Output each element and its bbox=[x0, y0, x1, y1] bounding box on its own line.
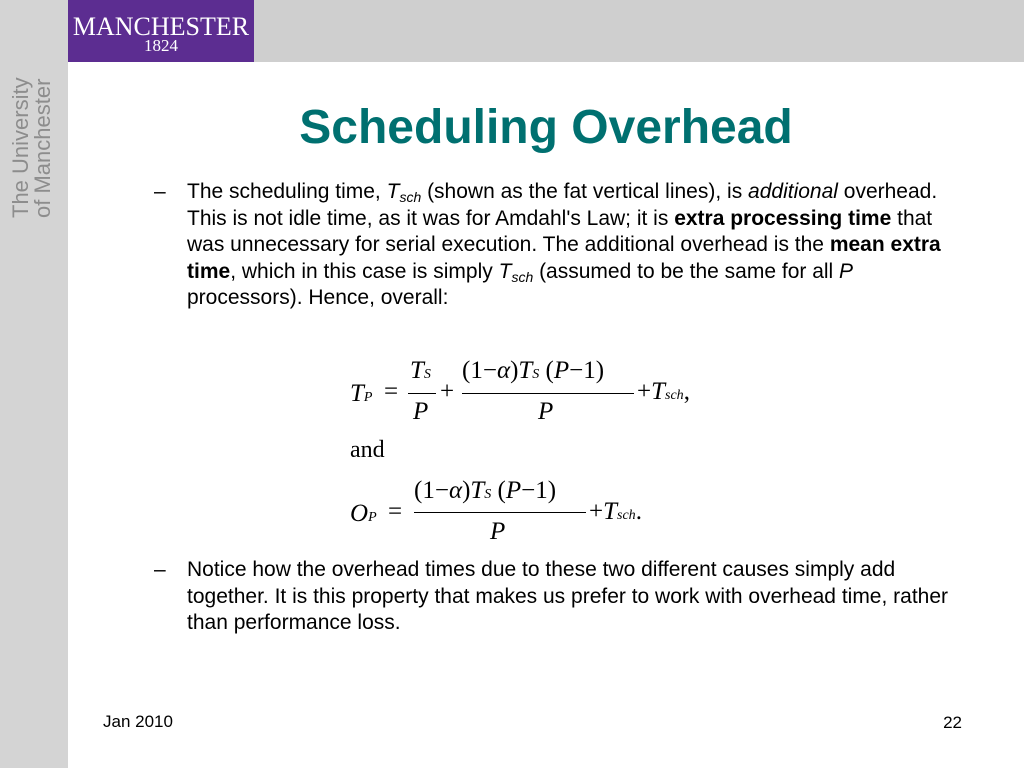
logo-name: MANCHESTER bbox=[72, 12, 250, 41]
slide-title: Scheduling Overhead bbox=[299, 101, 793, 154]
bullet-notice: – Notice how the overhead times due to these two different causes simply add together. It is this property that makes us prefer to work with overhead time, rather than performance loss. bbox=[154, 558, 949, 634]
logo-year: 1824 bbox=[144, 36, 178, 55]
bullet-dash: – bbox=[154, 558, 166, 581]
sidebar-line-1: The University bbox=[8, 77, 33, 218]
university-logo bbox=[68, 0, 254, 62]
sidebar-university-name bbox=[10, 58, 54, 218]
sidebar-line-2: of Manchester bbox=[30, 78, 55, 218]
bullet-scheduling-time: – The scheduling time, $T_{sch}$ (shown as the fat vertical lines), is additional overhead. This is not idle time, as it was for Amdahl's Law; it is extra processing time that was unnecessary for serial execution. The additional overhead is the mean extra time, which in this case is simply $T_{sch}$ (assumed to be the same for all P processors). Hence, overall: bbox=[154, 180, 941, 309]
bullet-dash: – bbox=[154, 180, 166, 203]
slide-number: 22 bbox=[943, 713, 962, 732]
footer-date: Jan 2010 bbox=[103, 712, 173, 731]
equation-and: and bbox=[350, 437, 385, 463]
